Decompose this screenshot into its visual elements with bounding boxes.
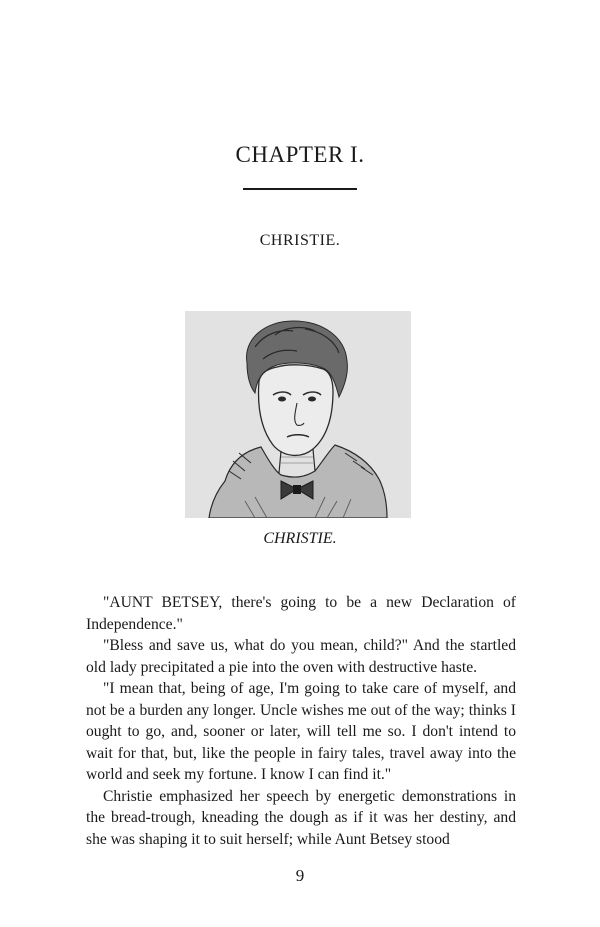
chapter-title-rule: [243, 188, 357, 190]
portrait-illustration: [185, 311, 411, 518]
paragraph: Christie emphasized her speech by energetic demonstrations in the bread-trough, kneading the dough as if it was her destiny, and she was shaping it to suit herself; while Aunt Betsey stood: [86, 787, 516, 848]
paragraph: "AUNT BETSEY, there's going to be a new Declaration of Independence.": [86, 594, 516, 633]
chapter-body: [86, 592, 516, 850]
paragraph: "I mean that, being of age, I'm going to take care of myself, and not be a burden any longer. Uncle wishes me out of the way; thinks I ought to go, and, sooner or later, will tell me so. I don't intend to wait for that, but, like the people in fairy tales, travel away into the world and seek my fortune. I know I can find it.": [86, 680, 516, 783]
chapter-subtitle: CHRISTIE.: [259, 232, 341, 249]
paragraph: "Bless and save us, what do you mean, child?" And the startled old lady precipitated a pie into the oven with destructive haste.: [86, 637, 516, 676]
chapter-title: CHAPTER I.: [235, 142, 365, 167]
illustration-caption: CHRISTIE.: [263, 530, 337, 547]
page-number: 9: [295, 866, 305, 885]
